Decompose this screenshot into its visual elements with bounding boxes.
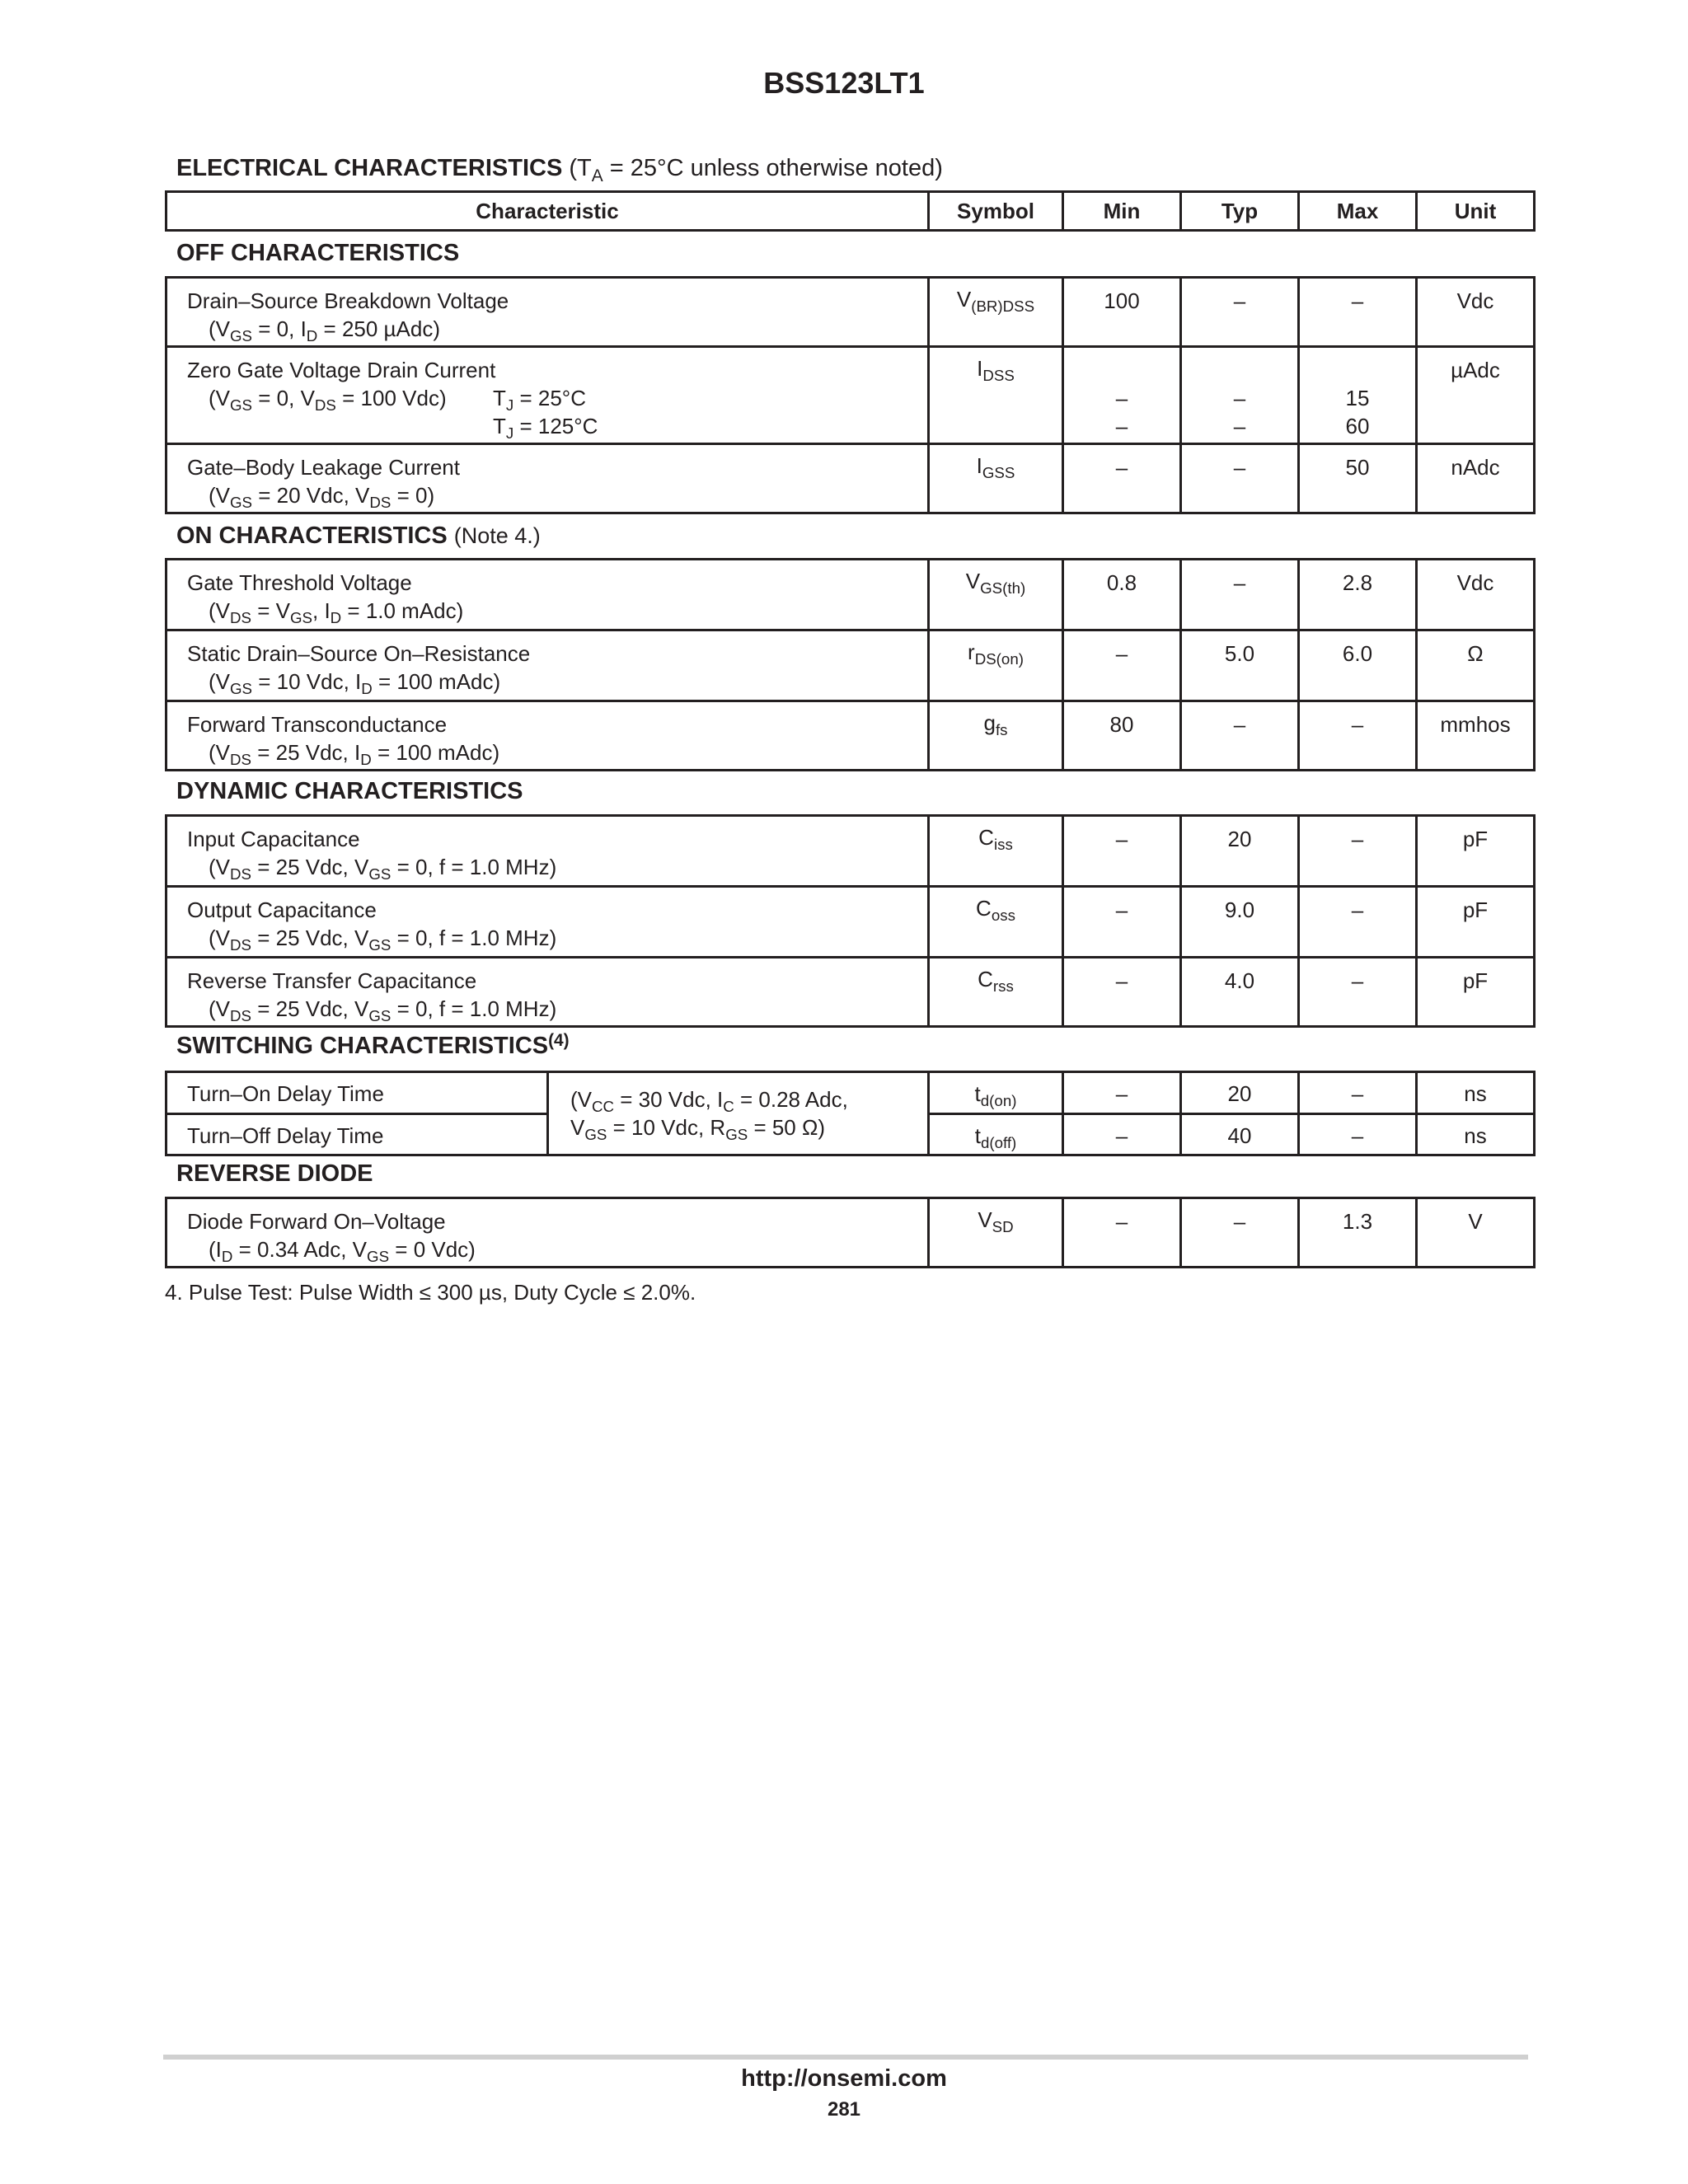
symbol-cell: $C_{iss}$ (929, 816, 1063, 887)
min-cell: 80 (1063, 701, 1181, 771)
typ-cell: – (1181, 560, 1299, 630)
symbol-cell: $t_{d(off)}$ (929, 1114, 1063, 1155)
test-condition: ($V_{DS} = 25$ Vdc, $V_{GS} = 0$, f = 1.0 MHz) (209, 926, 557, 954)
header-unit: Unit (1417, 192, 1535, 231)
switching-characteristics-table (165, 1071, 1536, 1156)
section-switching-note: (4) (548, 1031, 570, 1051)
unit-cell: Vdc (1417, 560, 1535, 630)
test-condition: ($V_{GS} = 20$ Vdc, $V_{DS} = 0$) (209, 483, 435, 511)
header-characteristic: Characteristic (166, 192, 929, 231)
table-row (166, 347, 1535, 444)
unit-cell: Vdc (1417, 278, 1535, 347)
unit-cell: pF (1417, 816, 1535, 887)
characteristic-name: Input Capacitance (187, 827, 360, 851)
typ-cell: – (1181, 444, 1299, 513)
characteristic-name: Drain–Source Breakdown Voltage (187, 288, 509, 313)
page-number: 281 (827, 2098, 861, 2121)
table-row (166, 887, 1535, 958)
section-on-title: ON CHARACTERISTICS (Note 4.) (176, 523, 541, 549)
max-cell: – (1299, 701, 1417, 771)
max-cell: 6.0 (1299, 630, 1417, 701)
characteristic-cell (166, 1114, 548, 1155)
characteristic-cell (166, 958, 929, 1027)
unit-cell: mmhos (1417, 701, 1535, 771)
table-title (176, 155, 943, 185)
min-cell: – (1063, 444, 1181, 513)
footer-divider (163, 2055, 1528, 2060)
table-row (166, 1072, 1535, 1114)
table-row (166, 278, 1535, 347)
symbol-cell: $V_{(BR)DSS}$ (929, 278, 1063, 347)
test-condition: ($V_{DS} = 25$ Vdc, $V_{GS} = 0$, f = 1.0 MHz) (209, 855, 557, 883)
symbol-cell: $V_{GS(th)}$ (929, 560, 1063, 630)
characteristic-name: Turn–Off Delay Time (187, 1123, 384, 1148)
typ-cell: – – (1181, 347, 1299, 444)
min-cell: – (1063, 1198, 1181, 1268)
min-cell: 100 (1063, 278, 1181, 347)
max-cell: – (1299, 1114, 1417, 1155)
unit-cell: ns (1417, 1114, 1535, 1155)
test-condition: ($V_{DS} = V_{GS}$, $I_D = 1.0$ mAdc) (209, 598, 464, 626)
on-characteristics-table (165, 558, 1536, 771)
table-title-cond-open: (T (569, 155, 592, 181)
characteristic-cell (166, 278, 929, 347)
unit-cell: ns (1417, 1072, 1535, 1114)
characteristic-name: Output Capacitance (187, 898, 377, 922)
tj-condition-125: $T_J = 125^\circ C$ (493, 414, 598, 442)
typ-cell: – (1181, 701, 1299, 771)
table-row (166, 701, 1535, 771)
characteristic-name: Diode Forward On–Voltage (187, 1209, 446, 1234)
typ-cell: 5.0 (1181, 630, 1299, 701)
off-characteristics-table (165, 276, 1536, 514)
test-condition: ($V_{GS} = 10$ Vdc, $I_D = 100$ mAdc) (209, 669, 501, 697)
header-table (165, 190, 1536, 232)
header-symbol: Symbol (929, 192, 1063, 231)
unit-cell: V (1417, 1198, 1535, 1268)
characteristic-name: Gate Threshold Voltage (187, 570, 412, 595)
symbol-cell: $C_{oss}$ (929, 887, 1063, 958)
max-cell: – (1299, 958, 1417, 1027)
typ-cell: – (1181, 1198, 1299, 1268)
tj-condition-25: $T_J = 25^\circ C$ (493, 386, 586, 414)
min-cell: – (1063, 816, 1181, 887)
characteristic-cell (166, 1198, 929, 1268)
table-row (166, 630, 1535, 701)
table-row (166, 444, 1535, 513)
characteristic-name: Reverse Transfer Capacitance (187, 968, 477, 993)
symbol-cell: $V_{SD}$ (929, 1198, 1063, 1268)
footnote: 4. Pulse Test: Pulse Width ≤ 300 µs, Duty Cycle ≤ 2.0%. (165, 1280, 696, 1305)
min-cell: – (1063, 1114, 1181, 1155)
section-dynamic-title: DYNAMIC CHARACTERISTICS (176, 778, 523, 804)
header-max: Max (1299, 192, 1417, 231)
unit-cell: Ω (1417, 630, 1535, 701)
min-cell: – (1063, 958, 1181, 1027)
table-row (166, 958, 1535, 1027)
table-title-bold: ELECTRICAL CHARACTERISTICS (176, 155, 563, 181)
unit-cell: pF (1417, 887, 1535, 958)
test-condition: ($V_{GS} = 0$, $V_{DS} = 100$ Vdc) (209, 386, 447, 414)
section-switching-title: SWITCHING CHARACTERISTICS$^{(4)}$ (176, 1031, 570, 1059)
min-cell: 0.8 (1063, 560, 1181, 630)
footer-url-link[interactable]: http://onsemi.com (741, 2065, 947, 2092)
characteristic-name: Gate–Body Leakage Current (187, 455, 460, 480)
section-off-title: OFF CHARACTERISTICS (176, 240, 460, 266)
max-cell: 1.3 (1299, 1198, 1417, 1268)
min-cell: – (1063, 630, 1181, 701)
symbol-cell: $I_{DSS}$ (929, 347, 1063, 444)
characteristic-cell (166, 1072, 548, 1114)
test-condition: ($V_{DS} = 25$ Vdc, $V_{GS} = 0$, f = 1.0 MHz) (209, 996, 557, 1024)
unit-cell: µAdc (1417, 347, 1535, 444)
characteristic-name: Turn–On Delay Time (187, 1081, 384, 1106)
test-condition: ($V_{GS} = 0$, $I_D = 250$ µAdc) (209, 316, 440, 344)
characteristic-name: Static Drain–Source On–Resistance (187, 641, 531, 666)
max-cell: 50 (1299, 444, 1417, 513)
header-row (166, 192, 1535, 231)
test-condition: ($V_{DS} = 25$ Vdc, $I_D = 100$ mAdc) (209, 740, 500, 768)
typ-cell: 40 (1181, 1114, 1299, 1155)
characteristic-cell (166, 701, 929, 771)
symbol-cell: $r_{DS(on)}$ (929, 630, 1063, 701)
unit-cell: pF (1417, 958, 1535, 1027)
reverse-diode-table (165, 1197, 1536, 1268)
typ-cell: 20 (1181, 1072, 1299, 1114)
header-typ: Typ (1181, 192, 1299, 231)
typ-cell: – (1181, 278, 1299, 347)
switching-condition-cell (548, 1072, 929, 1155)
section-on-note: (Note 4.) (453, 523, 541, 548)
characteristic-name: Zero Gate Voltage Drain Current (187, 358, 496, 382)
symbol-cell: $C_{rss}$ (929, 958, 1063, 1027)
characteristic-cell (166, 560, 929, 630)
table-row (166, 1198, 1535, 1268)
typ-cell: 9.0 (1181, 887, 1299, 958)
max-cell: 15 60 (1299, 347, 1417, 444)
max-cell: – (1299, 278, 1417, 347)
max-cell: 2.8 (1299, 560, 1417, 630)
characteristic-name: Forward Transconductance (187, 712, 448, 737)
max-cell: – (1299, 887, 1417, 958)
typ-cell: 20 (1181, 816, 1299, 887)
characteristic-cell (166, 347, 929, 444)
min-cell: – (1063, 887, 1181, 958)
section-reverse-title: REVERSE DIODE (176, 1160, 373, 1187)
characteristic-cell (166, 444, 929, 513)
symbol-cell: $t_{d(on)}$ (929, 1072, 1063, 1114)
typ-cell: 4.0 (1181, 958, 1299, 1027)
symbol-cell: $I_{GSS}$ (929, 444, 1063, 513)
table-row (166, 560, 1535, 630)
dynamic-characteristics-table (165, 814, 1536, 1028)
max-cell: – (1299, 816, 1417, 887)
max-cell: – (1299, 1072, 1417, 1114)
table-title-cond-sub: A (591, 166, 603, 185)
min-cell: – – (1063, 347, 1181, 444)
characteristic-cell (166, 816, 929, 887)
min-cell: – (1063, 1072, 1181, 1114)
symbol-cell: $g_{fs}$ (929, 701, 1063, 771)
switching-condition-line2: $V_{GS} = 10$ Vdc, $R_{GS} = 50$ Ω) (570, 1115, 826, 1143)
characteristic-cell (166, 887, 929, 958)
table-title-cond-rest: = 25°C unless otherwise noted) (603, 155, 943, 181)
header-min: Min (1063, 192, 1181, 231)
switching-condition-line1: ($V_{CC} = 30$ Vdc, $I_C = 0.28$ Adc, (570, 1087, 848, 1115)
unit-cell: nAdc (1417, 444, 1535, 513)
characteristic-cell (166, 630, 929, 701)
test-condition: ($I_D = 0.34$ Adc, $V_{GS} = 0$ Vdc) (209, 1237, 476, 1265)
page-title: BSS123LT1 (763, 66, 925, 100)
table-row (166, 816, 1535, 887)
